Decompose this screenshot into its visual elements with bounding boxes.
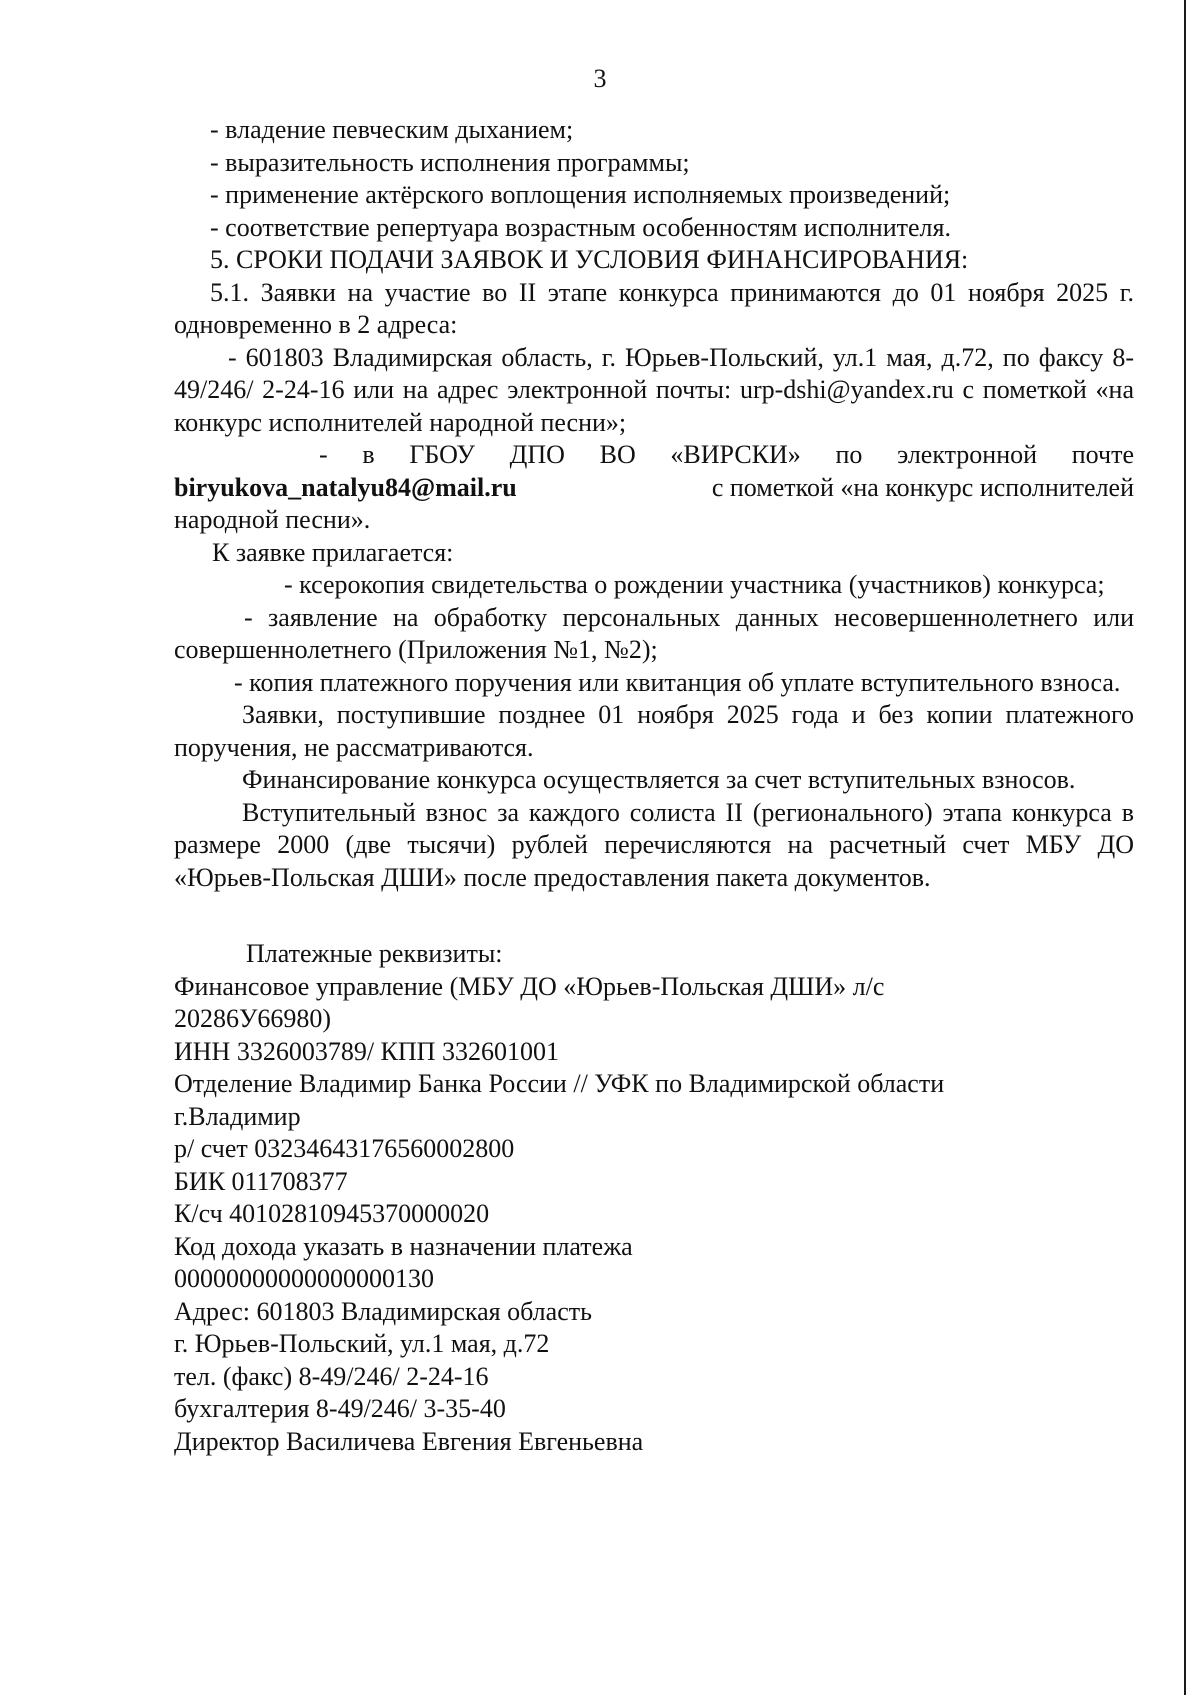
document-body xyxy=(174,114,1134,1458)
paragraph-late: Заявки, поступившие позднее 01 ноября 2025 года и без копии платежного поручения, не рассматриваются. xyxy=(174,700,1134,762)
requisite-line: 00000000000000000130 xyxy=(174,1264,434,1293)
scan-edge-line xyxy=(1184,0,1186,1695)
paragraph-5-1: 5.1. Заявки на участие во II этапе конкурса принимаются до 01 ноября 2025 г. одновременно в 2 адреса: xyxy=(174,277,1134,339)
criteria-item: - выразительность исполнения программы; xyxy=(210,147,690,177)
address-2-line3: народной песни». xyxy=(174,505,371,534)
address-2-line2 xyxy=(174,472,1134,505)
requisite-line: Финансовое управление (МБУ ДО «Юрьев-Польская ДШИ» л/с xyxy=(174,971,885,1001)
requisites-title: Платежные реквизиты: xyxy=(246,939,503,968)
attachment-item: - копия платежного поручения или квитанция об уплате вступительного взноса. xyxy=(234,667,1121,697)
requisite-line: Код дохода указать в назначении платежа xyxy=(174,1231,633,1261)
address-2-note: с пометкой «на конкурс исполнителей xyxy=(711,472,1134,502)
requisite-line: тел. (факс) 8-49/246/ 2-24-16 xyxy=(174,1361,489,1391)
address-2-line1: - в ГБОУ ДПО ВО «ВИРСКИ» по электронной почте xyxy=(319,440,1134,469)
attachment-item: - ксерокопия свидетельства о рождении участника (участников) конкурса; xyxy=(284,570,1105,599)
criteria-item: - владение певческим дыханием; xyxy=(210,115,574,144)
spacer xyxy=(174,894,1134,938)
requisite-line: ИНН 3326003789/ КПП 332601001 xyxy=(174,1036,559,1066)
address-2 xyxy=(174,439,1134,537)
attachments-title: К заявке прилагается: xyxy=(212,537,454,567)
email-address: biryukova_natalyu84@mail.ru xyxy=(174,472,517,502)
requisites-list xyxy=(174,971,1134,1459)
requisite-line: г.Владимир xyxy=(174,1101,301,1131)
page-number: 3 xyxy=(593,64,607,93)
attachment-item: - заявление на обработку персональных данных несовершеннолетнего или совершеннолетнего (Приложения №1, №2); xyxy=(174,602,1134,664)
requisite-line: р/ счет 03234643176560002800 xyxy=(174,1134,515,1163)
section-heading: 5. СРОКИ ПОДАЧИ ЗАЯВОК И УСЛОВИЯ ФИНАНСИРОВАНИЯ: xyxy=(210,245,969,274)
requisite-line: БИК 011708377 xyxy=(174,1166,348,1196)
requisite-line: Отделение Владимир Банка России // УФК по Владимирской области xyxy=(174,1069,945,1098)
paragraph-fee: Вступительный взнос за каждого солиста II (регионального) этапа конкурса в размере 2000 (две тысячи) рублей перечисляются на расчетный счет МБУ ДО «Юрьев-Польская ДШИ» после предоставления пакета документов. xyxy=(174,797,1134,892)
requisite-line: бухгалтерия 8-49/246/ 3-35-40 xyxy=(174,1394,506,1423)
requisite-line: г. Юрьев-Польский, ул.1 мая, д.72 xyxy=(174,1329,550,1358)
criteria-item: - применение актёрского воплощения исполняемых произведений; xyxy=(210,180,951,209)
paragraph-financing: Финансирование конкурса осуществляется за счет вступительных взносов. xyxy=(242,765,1076,794)
criteria-item: - соответствие репертуара возрастным особенностям исполнителя. xyxy=(210,212,951,242)
requisite-line: 20286У66980) xyxy=(174,1004,332,1033)
address-1: - 601803 Владимирская область, г. Юрьев-Польский, ул.1 мая, д.72, по факсу 8-49/246/ 2-24-16 или на адрес электронной почты: urp-dshi@yandex.ru с пометкой «на конкурс исполнителей народной песни»; xyxy=(174,342,1134,437)
requisite-line: К/сч 40102810945370000020 xyxy=(174,1199,490,1228)
requisite-line: Адрес: 601803 Владимирская область xyxy=(174,1296,592,1326)
requisite-line: Директор Василичева Евгения Евгеньевна xyxy=(174,1426,644,1456)
